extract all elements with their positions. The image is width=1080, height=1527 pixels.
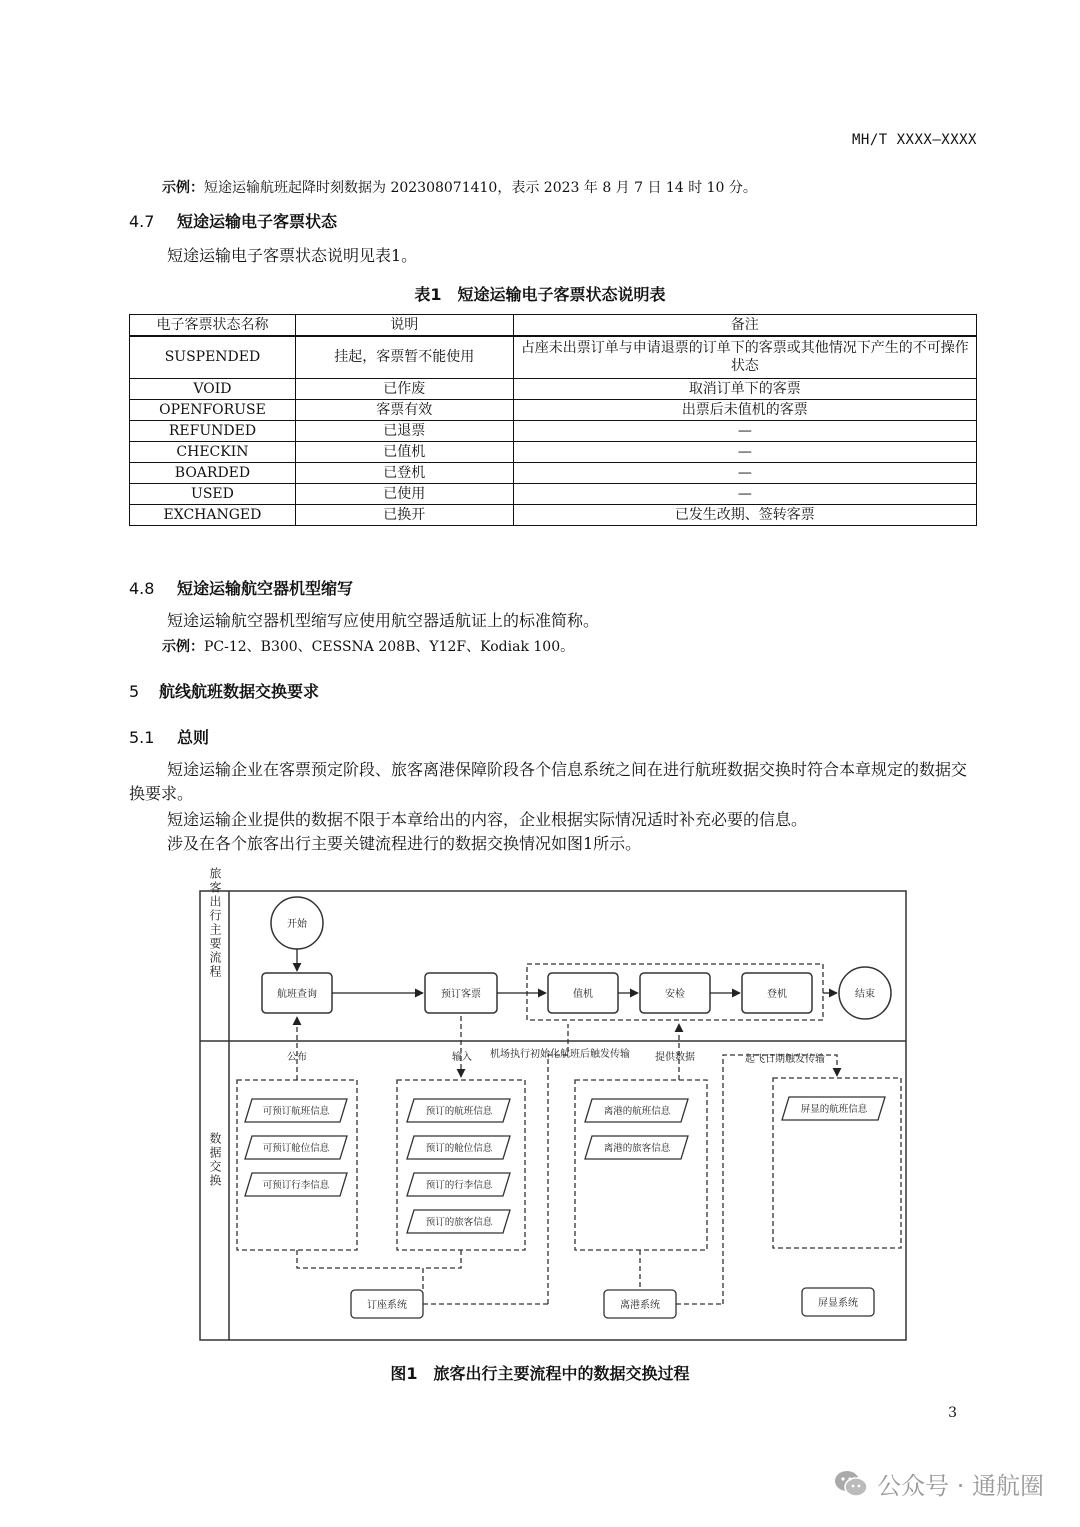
edge-label-trigger-init: 机场执行初始化航班后触发传输 (490, 1049, 630, 1060)
wechat-icon (833, 1469, 869, 1499)
section-number: 5 (129, 682, 140, 701)
section-title: 短途运输电子客票状态 (177, 212, 338, 231)
table-cell: 已发生改期、签转客票 (513, 504, 976, 525)
document-code: MH/T XXXX—XXXX (851, 132, 977, 148)
edge-label-publish: 公布 (287, 1052, 307, 1063)
section-title: 总则 (177, 728, 210, 747)
start-node (271, 897, 323, 949)
end-node (839, 967, 891, 1019)
table-cell: 出票后未值机的客票 (513, 399, 976, 420)
table-cell: 已换开 (295, 504, 513, 525)
table-header-cell: 说明 (295, 315, 513, 337)
section-title: 航线航班数据交换要求 (159, 682, 320, 701)
system-label: 屏显系统 (818, 1298, 858, 1309)
table-cell: — (513, 441, 976, 462)
table-cell: CHECKIN (130, 441, 296, 462)
table-cell: BOARDED (130, 462, 296, 483)
process-label: 航班查询 (277, 989, 317, 1000)
table-cell: USED (130, 483, 296, 504)
process-label: 预订客票 (441, 989, 481, 1000)
table-cell: — (513, 462, 976, 483)
paragraph: 短途运输航空器机型缩写应使用航空器适航证上的标准简称。 (167, 611, 600, 630)
table-caption: 表1 短途运输电子客票状态说明表 (414, 285, 666, 304)
table-cell: EXCHANGED (130, 504, 296, 525)
data-item: 可预订舱位信息 (262, 1143, 330, 1154)
table-cell: 已作废 (295, 378, 513, 399)
data-item: 离港的旅客信息 (603, 1143, 671, 1154)
table-cell: VOID (130, 378, 296, 399)
table-cell: 已退票 (295, 420, 513, 441)
end-label: 结束 (855, 989, 875, 1000)
edge-label-trigger-date: 起飞日期触发传输 (745, 1054, 825, 1065)
table-cell: REFUNDED (130, 420, 296, 441)
table-cell: — (513, 483, 976, 504)
example-body: 短途运输航班起降时刻数据为 202308071410，表示 2023 年 8 月 7 日 14 时 10 分。 (204, 180, 757, 196)
data-item: 预订的舱位信息 (425, 1143, 493, 1154)
system-label: 订座系统 (367, 1300, 407, 1311)
watermark (833, 1466, 1044, 1501)
data-item: 离港的航班信息 (603, 1106, 671, 1117)
paragraph: 短途运输企业提供的数据不限于本章给出的内容，企业根据实际情况适时补充必要的信息。 (167, 810, 808, 829)
edge-label-provide: 提供数据 (655, 1052, 695, 1063)
watermark-text: 公众号 · 通航圈 (877, 1472, 1044, 1500)
paragraph: 短途运输企业在客票预定阶段、旅客离港保障阶段各个信息系统之间在进行航班数据交换时符合本章规定的数据交换要求。 (129, 760, 968, 803)
example-label: 示例： (162, 180, 204, 196)
table-header-cell: 备注 (513, 315, 976, 337)
table-cell: 已值机 (295, 441, 513, 462)
paragraph: 涉及在各个旅客出行主要关键流程进行的数据交换情况如图1所示。 (167, 834, 642, 853)
table-cell: 挂起，客票暂不能使用 (295, 336, 513, 378)
table-cell: 取消订单下的客票 (513, 378, 976, 399)
edge-label-input: 输入 (452, 1052, 472, 1063)
process-label: 值机 (573, 989, 593, 1000)
section-number: 5.1 (129, 728, 155, 747)
data-item: 屏显的航班信息 (800, 1104, 868, 1115)
lane-label-bottom: 数据交换 (208, 1132, 222, 1188)
data-item: 可预订航班信息 (262, 1106, 330, 1117)
lane-label-top: 旅客出行主要流程 (208, 867, 222, 979)
data-item: 预订的航班信息 (425, 1106, 493, 1117)
table-cell: — (513, 420, 976, 441)
process-label: 登机 (767, 989, 787, 1000)
section-number: 4.7 (129, 212, 155, 231)
table-cell: SUSPENDED (130, 336, 296, 378)
example-body: PC-12、B300、CESSNA 208B、Y12F、Kodiak 100。 (204, 639, 575, 655)
data-item: 预订的旅客信息 (425, 1217, 493, 1228)
section-number: 4.8 (129, 579, 155, 598)
table-cell: 已登机 (295, 462, 513, 483)
table-cell: OPENFORUSE (130, 399, 296, 420)
table-cell: 占座未出票订单与申请退票的订单下的客票或其他情况下产生的不可操作状态 (513, 336, 976, 378)
table-cell: 客票有效 (295, 399, 513, 420)
section-title: 短途运输航空器机型缩写 (177, 579, 354, 598)
example-label: 示例： (162, 639, 204, 655)
figure-caption: 图1 旅客出行主要流程中的数据交换过程 (390, 1364, 690, 1383)
system-label: 离港系统 (620, 1300, 660, 1311)
page-number: 3 (948, 1405, 957, 1421)
paragraph: 短途运输电子客票状态说明见表1。 (167, 246, 418, 265)
start-label: 开始 (287, 919, 307, 930)
data-item: 可预订行李信息 (262, 1180, 330, 1191)
process-label: 安检 (665, 989, 685, 1000)
data-item: 预订的行李信息 (425, 1180, 493, 1191)
table-header-cell: 电子客票状态名称 (130, 315, 296, 337)
table-cell: 已使用 (295, 483, 513, 504)
